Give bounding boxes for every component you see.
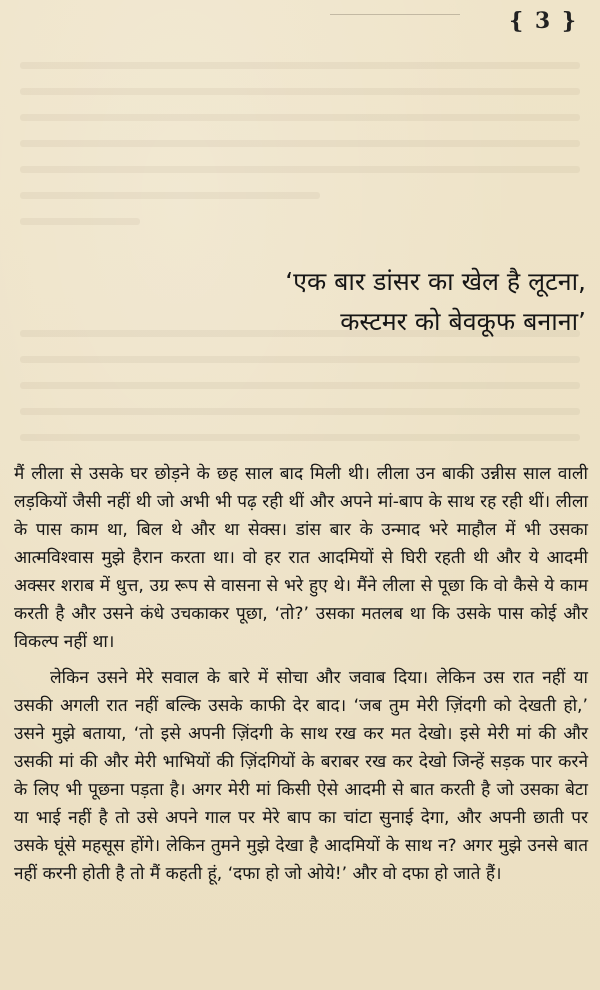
section-heading <box>106 262 586 342</box>
show-through-line <box>20 166 580 173</box>
running-header-rule <box>330 14 460 15</box>
paragraph-1: मैं लीला से उसके घर छोड़ने के छह साल बाद मिली थी। लीला उन बाकी उन्नीस साल वाली लड़कियों जैसी नहीं थी जो अभी भी पढ़ रही थीं और अपने मां-बाप के साथ रह रही थीं। लीला के पास काम था, बिल थे और था सेक्स। डांस बार के उन्माद भरे माहौल में भी उसका आत्मविश्वास मुझे हैरान करता था। वो हर रात आदमियों से घिरी रहती थी और ये आदमी अक्सर शराब में धुत्त, उग्र रूप से वासना से भरे हुए थे। मैंने लीला से पूछा कि वो कैसे ये काम करती है और उसने कंधे उचकाकर पूछा, ‘तो?’ उसका मतलब था कि उसके पास कोई और विकल्प नहीं था। <box>14 464 588 652</box>
show-through-line <box>20 62 580 69</box>
show-through-line <box>20 192 320 199</box>
page-number: { 3 } <box>509 8 578 34</box>
show-through-line <box>20 140 580 147</box>
section-heading-line-1: ‘एक बार डांसर का खेल है लूटना, <box>285 267 586 296</box>
show-through-line <box>20 114 580 121</box>
show-through-line <box>20 382 580 389</box>
show-through-line <box>20 434 580 441</box>
paragraph-2: लेकिन उसने मेरे सवाल के बारे में सोचा और जवाब दिया। लेकिन उस रात नहीं या उसकी अगली रात नहीं बल्कि उसके काफी देर बाद। ‘जब तुम मेरी ज़िंदगी को देखती हो,’ उसने मुझे बताया, ‘तो इसे अपनी ज़िंदगी के साथ रख कर मत देखो। इसे मेरी मां की और उसकी मां की और मेरी भाभियों की ज़िंदगियों के बराबर रख कर देखो जिन्हें सड़क पार करने के लिए भी पूछना पड़ता है। अगर मेरी मां किसी ऐसे आदमी से बात करती है जो उसका बेटा या भाई नहीं है तो उसे अपने गाल पर मेरे बाप का चांटा सुनाई देगा, और अपनी छाती पर उसके घूंसे महसूस होंगे। लेकिन तुमने मुझे देखा है आदमियों के साथ न? अगर मुझे उनसे बात नहीं करनी होती है तो मैं कहती हूं, ‘दफा हो जो ओये!’ और वो दफा हो जाते हैं। <box>14 668 588 884</box>
section-heading-line-2: कस्टमर को बेवकूफ बनाना’ <box>340 307 586 336</box>
body-text <box>14 460 588 896</box>
show-through-line <box>20 218 140 225</box>
show-through-line <box>20 356 580 363</box>
show-through-line <box>20 88 580 95</box>
show-through-line <box>20 408 580 415</box>
